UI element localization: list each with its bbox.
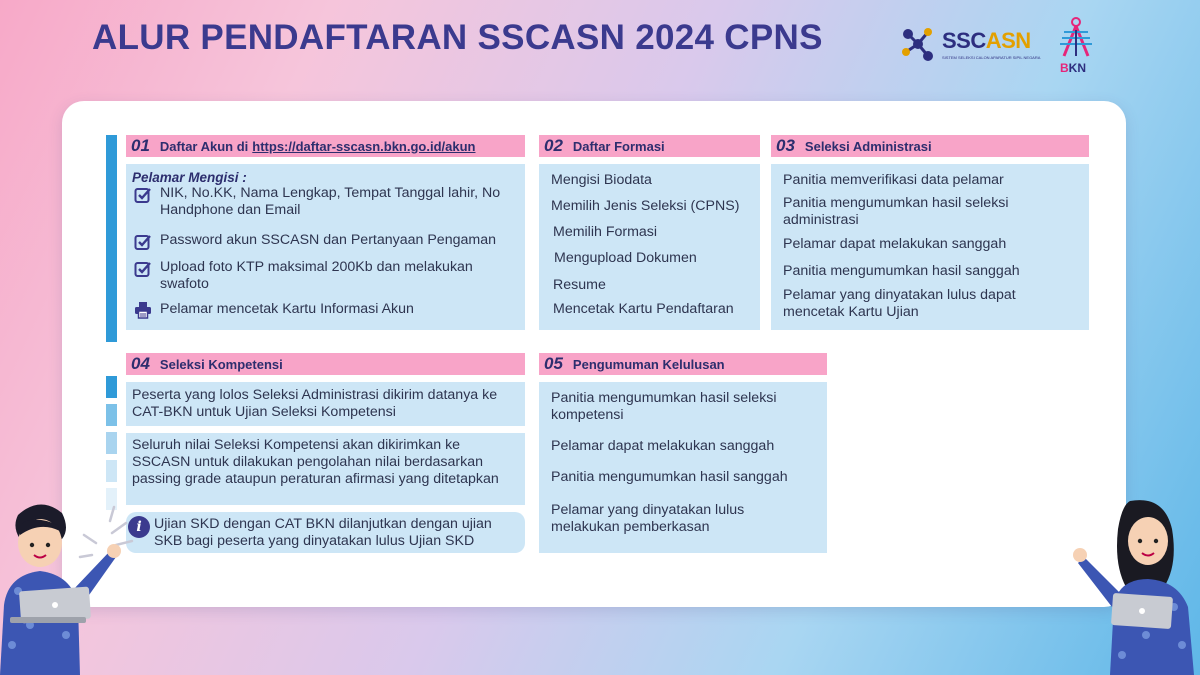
step03-item-1 [783, 172, 1085, 189]
step01-box [126, 164, 525, 330]
step05-item-1-text: Panitia mengumumkan hasil seleksi kompetensi [551, 390, 777, 423]
step05-item-2-text: Pelamar dapat melakukan sanggah [551, 438, 775, 454]
step02-label: Daftar Formasi [572, 138, 665, 154]
step04-para1-text: Peserta yang lolos Seleksi Administrasi dikirim datanya ke CAT-BKN untuk Ujian Seleksi Kompetensi [132, 387, 498, 420]
bkn-logo [1054, 16, 1098, 76]
step02-item-6-text: Mencetak Kartu Pendaftaran [553, 301, 734, 317]
step05-item-3-text: Panitia mengumumkan hasil sanggah [551, 469, 788, 485]
checkbox-icon [134, 233, 152, 251]
step01-number: 01 [131, 136, 150, 155]
checkbox-icon [134, 260, 152, 278]
step04-para1-box [126, 382, 525, 426]
step03-item-3 [783, 236, 1085, 253]
step04-note-box [126, 512, 525, 553]
accent-square-3 [106, 432, 117, 454]
step04-header [126, 353, 525, 375]
step01-print-item [134, 301, 521, 319]
checkbox-icon [134, 186, 152, 204]
step03-item-4 [783, 263, 1085, 280]
step01-intro: Pelamar Mengisi : [132, 170, 247, 185]
step05-label: Pengumuman Kelulusan [572, 356, 725, 372]
accent-bar-top [106, 135, 117, 342]
step05-item-4 [551, 502, 787, 536]
step05-item-3 [551, 469, 823, 486]
step02-header [539, 135, 760, 157]
step04-note [128, 516, 521, 550]
step05-header [539, 353, 827, 375]
step01-item-3-text: Upload foto KTP maksimal 200Kb dan melakukan swafoto [160, 259, 473, 292]
step03-label: Seleksi Administrasi [804, 138, 932, 154]
step02-item-4-text: Mengupload Dokumen [554, 250, 697, 266]
step01-item-1-text: NIK, No.KK, Nama Lengkap, Tempat Tanggal lahir, No Handphone dan Email [160, 185, 501, 218]
step01-link[interactable]: https://daftar-sscasn.bkn.go.id/akun [252, 138, 476, 154]
step02-item-5-text: Resume [553, 277, 606, 293]
step02-item-6 [553, 301, 756, 318]
step04-para2-text: Seluruh nilai Seleksi Kompetensi akan dikirimkan ke SSCASN untuk dilakukan pengolahan nilai berdasarkan passing grade ataupun peraturan afirmasi yang ditetapkan [132, 437, 499, 487]
step04-label: Seleksi Kompetensi [159, 356, 283, 372]
step02-item-2-text: Memilih Jenis Seleksi (CPNS) [551, 198, 740, 214]
step01-header [126, 135, 525, 157]
step03-item-4-text: Panitia mengumumkan hasil sanggah [783, 263, 1020, 279]
step03-item-1-text: Panitia memverifikasi data pelamar [783, 172, 1004, 188]
sscasn-logo [898, 24, 1041, 64]
step03-item-3-text: Pelamar dapat melakukan sanggah [783, 236, 1007, 252]
step05-box [539, 382, 827, 553]
step05-number: 05 [544, 354, 563, 373]
step01-item-2-text: Password akun SSCASN dan Pertanyaan Pengaman [160, 232, 496, 248]
step01-item-3 [134, 259, 521, 293]
step04-number: 04 [131, 354, 150, 373]
step03-number: 03 [776, 136, 795, 155]
step03-item-5 [783, 287, 1059, 321]
step01-item-2 [134, 232, 521, 251]
accent-square-4 [106, 460, 117, 482]
step02-number: 02 [544, 136, 563, 155]
accent-square-1 [106, 376, 117, 398]
sscasn-logo-text: SSCASN [942, 28, 1031, 53]
info-icon: i [128, 516, 150, 538]
step04-para1 [132, 387, 515, 421]
step03-item-2-text: Panitia mengumumkan hasil seleksi administrasi [783, 195, 1009, 228]
woman-with-laptop-illustration [1056, 495, 1200, 675]
step02-item-3-text: Memilih Formasi [553, 224, 658, 240]
step02-item-1-text: Mengisi Biodata [551, 172, 652, 188]
step03-item-2 [783, 195, 1059, 229]
step01-print-text: Pelamar mencetak Kartu Informasi Akun [160, 301, 414, 317]
step01-item-1 [134, 185, 521, 219]
step04-para2-box [126, 433, 525, 505]
step02-item-2 [551, 198, 756, 215]
step05-item-4-text: Pelamar yang dinyatakan lulus melakukan pemberkasan [551, 502, 745, 535]
step03-box [771, 164, 1089, 330]
step02-item-3 [553, 224, 756, 241]
step05-item-1 [551, 390, 809, 424]
step03-header [771, 135, 1089, 157]
sscasn-logo-icon [898, 24, 938, 64]
step02-box [539, 164, 760, 330]
step03-item-5-text: Pelamar yang dinyatakan lulus dapat mencetak Kartu Ujian [783, 287, 1016, 320]
step05-item-2 [551, 438, 823, 455]
bkn-logo-text: BKN [1060, 61, 1087, 75]
sscasn-logo-subtitle: SISTEM SELEKSI CALON APARATUR SIPIL NEGARA [942, 55, 1041, 60]
step02-item-4 [554, 250, 756, 267]
page-title: ALUR PENDAFTARAN SSCASN 2024 CPNS [92, 18, 823, 57]
step02-item-1 [551, 172, 756, 189]
step02-item-5 [553, 277, 756, 294]
bkn-logo-icon [1054, 16, 1098, 62]
step01-label: Daftar Akun di [159, 138, 249, 154]
man-with-laptop-illustration [0, 495, 140, 675]
printer-icon [134, 301, 152, 319]
step04-note-text: Ujian SKD dengan CAT BKN dilanjutkan dengan ujian SKB bagi peserta yang dinyatakan lulus Ujian SKD [154, 516, 492, 549]
accent-square-2 [106, 404, 117, 426]
step04-para2 [132, 437, 517, 488]
